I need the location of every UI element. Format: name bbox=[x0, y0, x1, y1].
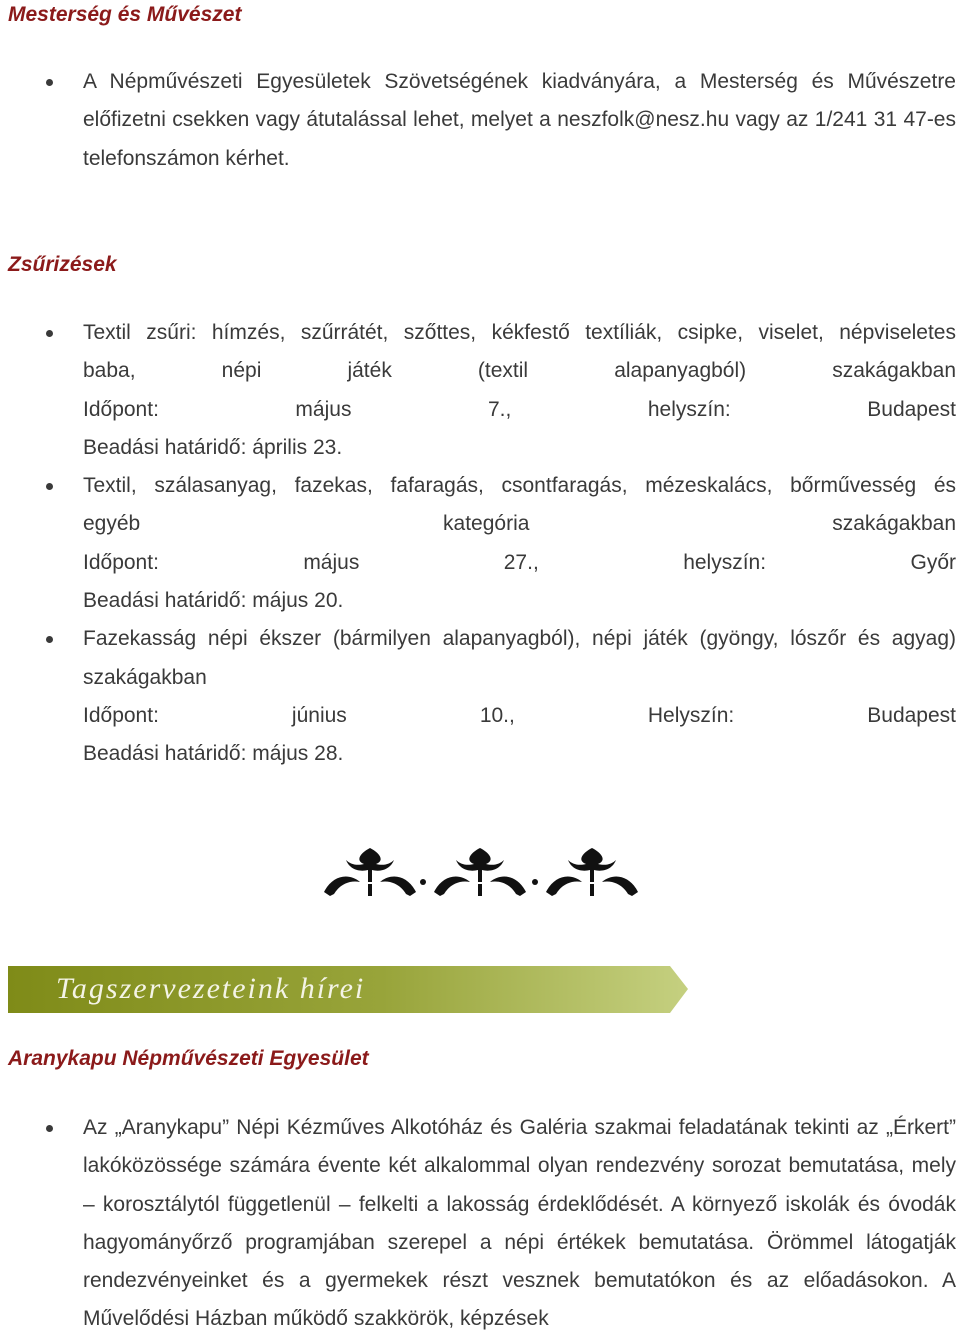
list-item: Az „Aranykapu” Népi Kézműves Alkotóház és Galéria szakmai feladatának tekinti az „Érkert” lakóközössége számára évente két alkalommal olyan rendezvény sorozat bemutatása, mely – korosztálytól függetlenül – felkelti a lakosság érdeklődését. A környező iskolák és óvodák hagyományőrző programjában szerepel a népi értékek bemutatása. Örömmel látogatják rendezvényeinket és a gyermekek részt vesznek bemutatókon és az előadásokon. A Művelődési Házban működő szakkörök, képzések bbox=[0, 1109, 960, 1339]
list-item bbox=[0, 314, 960, 467]
item-time: Időpont: június 10., Helyszín: Budapest bbox=[83, 703, 956, 727]
item-deadline: Beadási határidő: május 28. bbox=[83, 742, 344, 766]
aranykapu-list bbox=[0, 1109, 960, 1339]
item-time: Időpont: május 7., helyszín: Budapest bbox=[83, 397, 956, 421]
list-item: A Népművészeti Egyesületek Szövetségének kiadványára, a Mesterség és Művészetre előfizetni csekken vagy átutalással lehet, melyet a neszfolk@nesz.hu vagy az 1/241 31 47-es telefonszámon kérhet. bbox=[0, 63, 960, 178]
item-deadline: Beadási határidő: május 20. bbox=[83, 589, 344, 613]
section-heading-mesterseg: Mesterség és Művészet bbox=[8, 3, 242, 26]
item-deadline: Beadási határidő: április 23. bbox=[83, 435, 343, 459]
news-banner bbox=[8, 966, 688, 1013]
tulip-icon bbox=[324, 848, 416, 896]
item-line: Fazekasság népi ékszer (bármilyen alapanyagból), népi játék (gyöngy, lószőr és agyag) bbox=[83, 627, 956, 651]
section-heading-aranykapu: Aranykapu Népművészeti Egyesület bbox=[8, 1047, 369, 1070]
item-line: egyéb kategória szakágakban bbox=[83, 512, 956, 536]
list-item bbox=[0, 467, 960, 620]
item-time: Időpont: május 27., helyszín: Győr bbox=[83, 550, 956, 574]
item-line: Textil, szálasanyag, fazekas, fafaragás, csontfaragás, mézeskalács, bőrművesség és bbox=[83, 474, 956, 498]
list-item bbox=[0, 620, 960, 773]
banner-title: Tagszervezeteink hírei bbox=[56, 972, 366, 1005]
tulip-icon bbox=[434, 848, 526, 896]
tulip-icon bbox=[546, 848, 638, 896]
section-heading-zsurizesek: Zsűrizések bbox=[8, 253, 117, 276]
zsurizesek-list bbox=[0, 314, 960, 774]
tulip-ornament-icon bbox=[320, 842, 640, 902]
item-line: Textil zsűri: hímzés, szűrrátét, szőttes, kékfestő textíliák, csipke, viselet, népviseletes bbox=[83, 321, 956, 344]
item-line: szakágakban bbox=[83, 665, 207, 689]
item-line: baba, népi játék (textil alapanyagból) szakágakban bbox=[83, 359, 956, 383]
mesterseg-list bbox=[0, 63, 960, 178]
